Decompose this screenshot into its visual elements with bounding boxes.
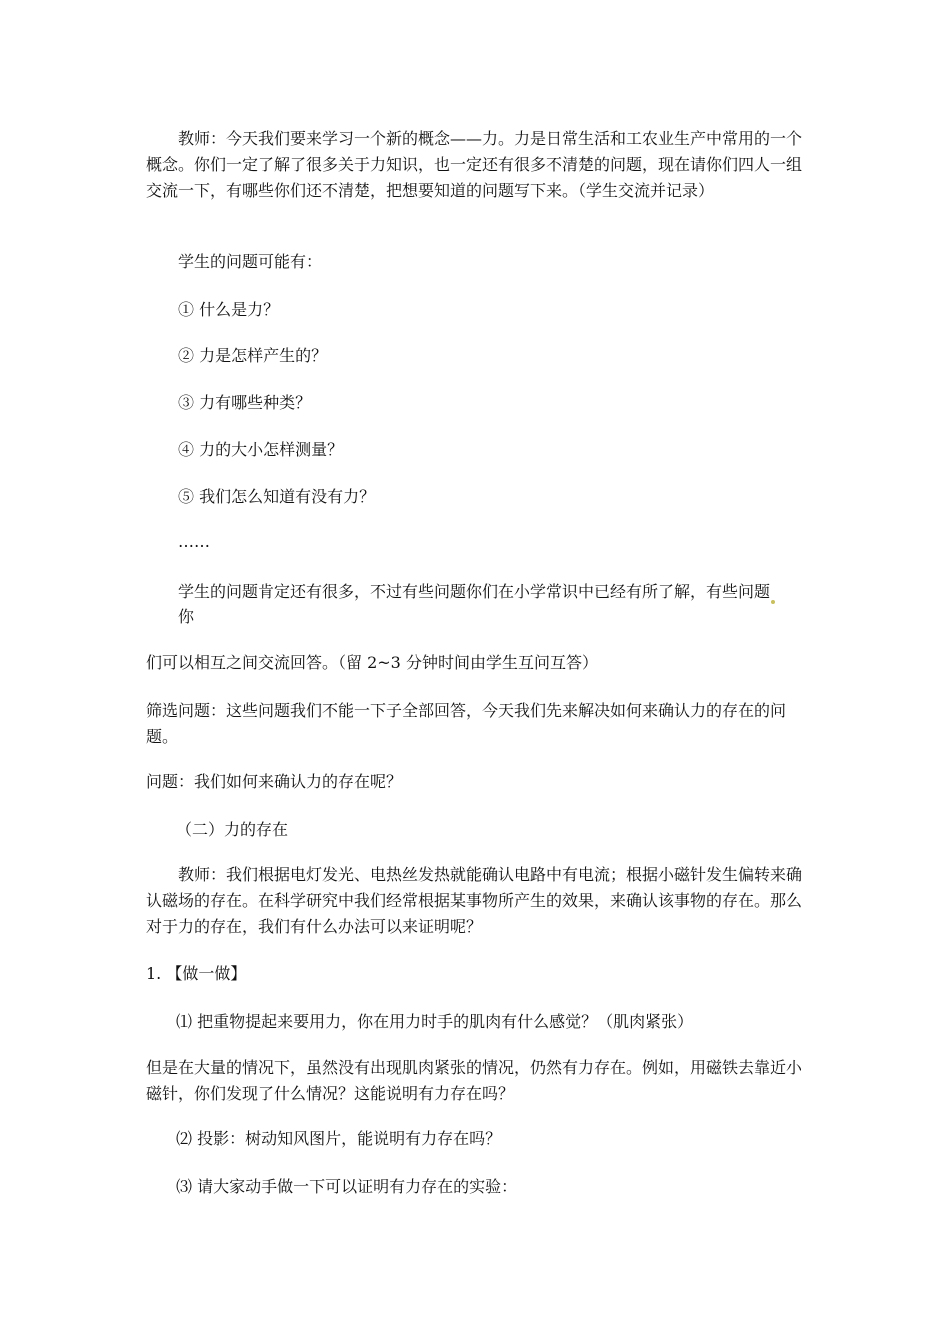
step-2: ⑵ 投影：树动知风图片，能说明有力存在吗？ <box>176 1129 502 1148</box>
paragraph-problem: 问题：我们如何来确认力的存在呢？ <box>146 772 403 791</box>
section-heading-force-existence: （二）力的存在 <box>176 820 289 839</box>
question-item-2: ② 力是怎样产生的？ <box>178 346 328 365</box>
paragraph-teacher-intro: 教师：今天我们要来学习一个新的概念——力。力是日常生活和工农业生产中常用的一个概念。你们一定了解了很多关于力知识，也一定还有很多不清楚的问题，现在请你们四人一组交流一下，有哪些你们还不清楚，把想要知道的问题写下来。（学生交流并记录） <box>146 129 803 200</box>
paragraph-student-questions-intro: 学生的问题可能有： <box>178 252 323 271</box>
ellipsis: …… <box>178 532 210 551</box>
paragraph-filter-questions: 筛选问题：这些问题我们不能一下子全部回答，今天我们先来解决如何来确认力的存在的问题。 <box>146 701 787 746</box>
step-3: ⑶ 请大家动手做一下可以证明有力存在的实验： <box>176 1177 518 1196</box>
question-item-1: ① 什么是力？ <box>178 300 280 319</box>
step-1: ⑴ 把重物提起来要用力，你在用力时手的肌肉有什么感觉？（肌肉紧张） <box>176 1012 694 1031</box>
question-item-5: ⑤ 我们怎么知道有没有力？ <box>178 487 376 506</box>
paragraph-magnet-example: 但是在大量的情况下，虽然没有出现肌肉紧张的情况，仍然有力存在。例如，用磁铁去靠近小磁针，你们发现了什么情况？这能说明有力存在吗？ <box>146 1058 803 1103</box>
question-item-4: ④ 力的大小怎样测量？ <box>178 440 344 459</box>
paragraph-student-questions-c: 们可以相互之间交流回答。（留 2~3 分钟时间由学生互问互答） <box>146 653 598 672</box>
heading-try-it: 1. 【做一做】 <box>146 964 247 983</box>
paragraph-student-questions-a: 学生的问题肯定还有很多，不过有些问题你们在小学常识中已经有所了解，有些问题 <box>178 580 775 604</box>
question-item-3: ③ 力有哪些种类？ <box>178 393 312 412</box>
paragraph-student-questions-b: 你 <box>178 607 195 626</box>
paragraph-teacher-existence: 教师：我们根据电灯发光、电热丝发热就能确认电路中有电流；根据小磁针发生偏转来确认磁场的存在。在科学研究中我们经常根据某事物所产生的效果，来确认该事物的存在。那么对于力的存在，我们有什么办法可以来证明呢？ <box>146 865 803 936</box>
